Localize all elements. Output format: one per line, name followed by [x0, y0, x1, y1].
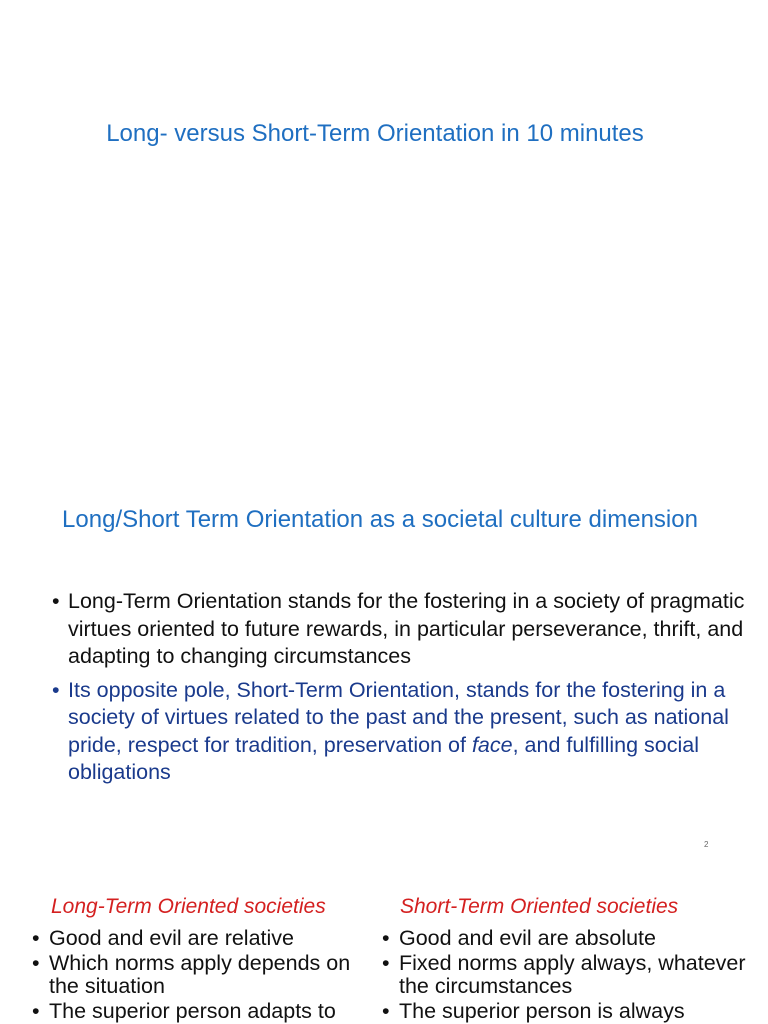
slide-2-bullet-list	[48, 588, 748, 793]
long-term-column-header: Long-Term Oriented societies	[51, 895, 326, 918]
bullet-text: Long-Term Orientation stands for the fostering in a society of pragmatic virtues oriented to future rewards, in particular perseverance, thrift, and adapting to changing circumstances	[68, 589, 745, 668]
short-term-column-header: Short-Term Oriented societies	[400, 895, 679, 918]
bullet-dot-icon: •	[32, 999, 40, 1023]
bullet-dot-icon: •	[52, 589, 60, 613]
bullet-text-part-1: Its opposite pole, Short-Term Orientation, stands for the fostering in a society of virtues related to the past and the present, such as national pride, respect for tradition, preservation of	[68, 677, 729, 757]
bullet-short-term-definition	[48, 677, 748, 787]
slide-page-number: 2	[704, 840, 709, 849]
bullet-long-term-definition	[48, 588, 748, 671]
list-item	[30, 952, 375, 998]
short-term-list	[380, 927, 760, 1024]
list-item	[30, 927, 375, 950]
list-item	[380, 1000, 760, 1023]
bullet-dot-icon: •	[382, 951, 390, 975]
list-item-text: Which norms apply depends on the situation	[49, 951, 351, 998]
list-item	[30, 1000, 375, 1023]
slide-2-title: Long/Short Term Orientation as a societal culture dimension	[62, 506, 698, 533]
list-item	[380, 952, 760, 998]
bullet-dot-icon: •	[382, 926, 390, 950]
bullet-dot-icon: •	[382, 999, 390, 1023]
slide-1-title: Long- versus Short-Term Orientation in 10 minutes	[106, 120, 644, 147]
bullet-dot-icon: •	[32, 951, 40, 975]
bullet-dot-icon: •	[52, 677, 60, 702]
list-item-text: Good and evil are relative	[49, 926, 295, 950]
list-item-text: Fixed norms apply always, whatever the circumstances	[399, 951, 746, 998]
long-term-list	[30, 927, 375, 1024]
bullet-text-italic: face	[471, 732, 513, 757]
list-item	[380, 927, 760, 950]
bullet-dot-icon: •	[32, 926, 40, 950]
list-item-text: The superior person is always	[399, 999, 685, 1023]
list-item-text: The superior person adapts to	[49, 999, 336, 1023]
bullet-text-part-2: , and fulfilling social obligations	[68, 732, 700, 784]
list-item-text: Good and evil are absolute	[399, 926, 656, 950]
